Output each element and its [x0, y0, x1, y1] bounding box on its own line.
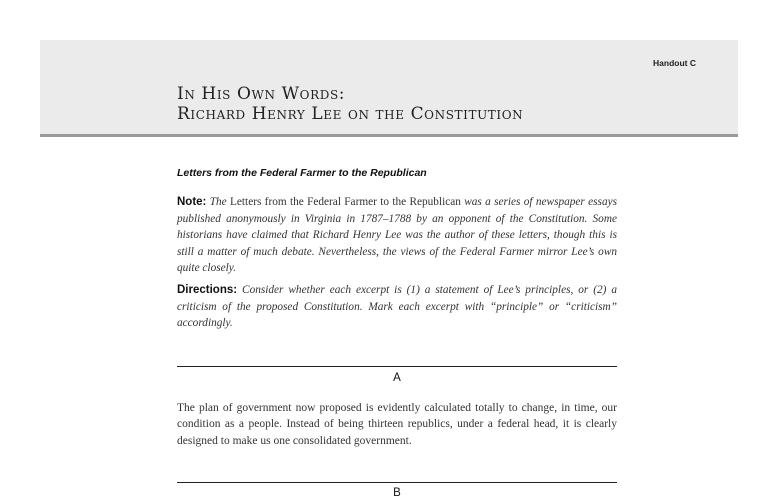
note-text-2: was a series of newspaper essays published anonymously in Virginia in 1787–1788 by an opponent of the Constitution. Some historians have claimed that Richard Henry Lee was the author of these letters, though this is still a matter of much debate. Nevertheless, the views of the Federal Farmer mirror Lee’s own quite closely.	[177, 196, 617, 275]
excerpt-a-text: The plan of government now proposed is evidently calculated totally to change, in time, our condition as a people. Instead of being thirteen republics, under a federal head, it is clearly designed to make us one consolidated government.	[177, 402, 617, 447]
header-rule	[40, 134, 738, 137]
directions-lead: Directions:	[177, 284, 238, 296]
handout-label: Handout C	[653, 58, 696, 68]
note-text-title: Letters from the Federal Farmer to the Republican	[230, 196, 461, 208]
directions-paragraph	[177, 282, 617, 332]
title-line-2: Richard Henry Lee on the Constitution	[177, 104, 524, 124]
excerpt-a-letter: A	[393, 372, 401, 384]
directions-text: Consider whether each excerpt is (1) a statement of Lee’s principles, or (2) a criticism of the proposed Constitution. Mark each excerpt with “principle” or “criticism” accordingly.	[177, 284, 617, 330]
note-lead: Note:	[177, 196, 207, 208]
title-line-1: In His Own Words:	[177, 84, 346, 104]
excerpt-b-rule	[177, 482, 617, 483]
excerpt-b-letter: B	[393, 487, 401, 499]
note-paragraph	[177, 194, 617, 277]
excerpt-a-rule	[177, 366, 617, 367]
section-subheading: Letters from the Federal Farmer to the Republican	[177, 167, 427, 179]
page-title	[177, 84, 523, 124]
note-text-1: The	[209, 196, 227, 208]
